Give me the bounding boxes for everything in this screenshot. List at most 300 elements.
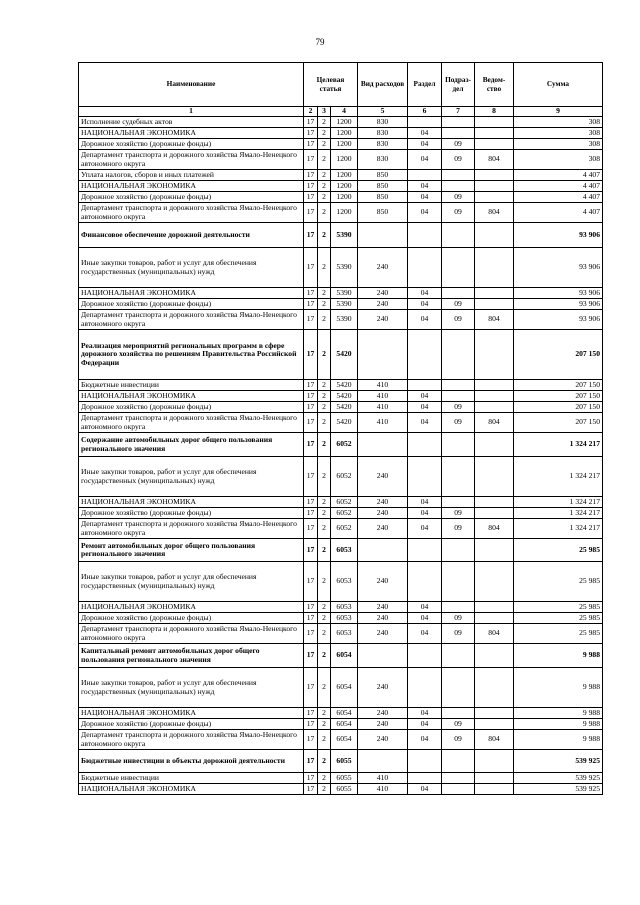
cell-target-article-part3: 5390 <box>331 288 358 299</box>
cell-target-article-part1: 17 <box>304 719 318 730</box>
cell-section: 04 <box>408 402 442 413</box>
cell-section: 04 <box>408 413 442 433</box>
cell-target-article-part1: 17 <box>304 192 318 203</box>
cell-target-article-part1: 17 <box>304 730 318 750</box>
cell-department <box>475 539 514 562</box>
cell-target-article-part2: 2 <box>318 773 331 784</box>
cell-section: 04 <box>408 613 442 624</box>
cell-subsection: 09 <box>442 519 475 539</box>
cell-section: 04 <box>408 139 442 150</box>
cell-amount: 1 324 217 <box>514 457 603 497</box>
cell-name: Иные закупки товаров, работ и услуг для обеспечения государственных (муниципальных) нужд <box>79 248 304 288</box>
cell-section: 04 <box>408 730 442 750</box>
table-row <box>79 223 603 248</box>
cell-target-article-part3: 1200 <box>331 139 358 150</box>
cell-amount: 93 906 <box>514 288 603 299</box>
cell-amount: 308 <box>514 117 603 128</box>
cell-amount: 1 324 217 <box>514 433 603 457</box>
cell-target-article-part3: 5390 <box>331 248 358 288</box>
cell-subsection <box>442 433 475 457</box>
budget-table <box>78 62 603 795</box>
cell-subsection: 09 <box>442 192 475 203</box>
cell-target-article-part3: 6054 <box>331 719 358 730</box>
cell-expense-type: 850 <box>358 181 408 192</box>
cell-section: 04 <box>408 624 442 644</box>
header-target-article: Целевая статья <box>304 63 358 107</box>
cell-expense-type: 410 <box>358 413 408 433</box>
cell-target-article-part3: 6054 <box>331 644 358 668</box>
column-number: 3 <box>318 107 331 117</box>
cell-target-article-part3: 6054 <box>331 668 358 708</box>
cell-target-article-part1: 17 <box>304 539 318 562</box>
cell-amount: 207 150 <box>514 330 603 380</box>
column-number-row <box>79 107 603 117</box>
cell-subsection: 09 <box>442 719 475 730</box>
cell-amount: 1 324 217 <box>514 508 603 519</box>
cell-target-article-part1: 17 <box>304 508 318 519</box>
cell-target-article-part3: 1200 <box>331 203 358 223</box>
cell-section: 04 <box>408 708 442 719</box>
cell-subsection <box>442 750 475 773</box>
cell-amount: 25 985 <box>514 562 603 602</box>
table-row <box>79 562 603 602</box>
cell-section: 04 <box>408 299 442 310</box>
cell-subsection <box>442 223 475 248</box>
cell-target-article-part1: 17 <box>304 128 318 139</box>
cell-section <box>408 117 442 128</box>
cell-department: 804 <box>475 413 514 433</box>
cell-target-article-part3: 1200 <box>331 192 358 203</box>
cell-subsection: 09 <box>442 402 475 413</box>
cell-name: Департамент транспорта и дорожного хозяйства Ямало-Ненецкого автономного округа <box>79 310 304 330</box>
cell-target-article-part1: 17 <box>304 330 318 380</box>
cell-section: 04 <box>408 203 442 223</box>
cell-name: НАЦИОНАЛЬНАЯ ЭКОНОМИКА <box>79 497 304 508</box>
cell-name: Департамент транспорта и дорожного хозяйства Ямало-Ненецкого автономного округа <box>79 150 304 170</box>
cell-section <box>408 562 442 602</box>
header-subsection: Подраз-дел <box>442 63 475 107</box>
cell-name: НАЦИОНАЛЬНАЯ ЭКОНОМИКА <box>79 128 304 139</box>
cell-subsection: 09 <box>442 413 475 433</box>
cell-target-article-part2: 2 <box>318 539 331 562</box>
cell-target-article-part1: 17 <box>304 433 318 457</box>
cell-expense-type: 240 <box>358 248 408 288</box>
cell-name: Содержание автомобильных дорог общего пользования регионального значения <box>79 433 304 457</box>
cell-expense-type: 240 <box>358 299 408 310</box>
cell-department: 804 <box>475 203 514 223</box>
cell-target-article-part2: 2 <box>318 730 331 750</box>
header-name: Наименование <box>79 63 304 107</box>
column-number: 6 <box>408 107 442 117</box>
cell-target-article-part2: 2 <box>318 128 331 139</box>
cell-target-article-part1: 17 <box>304 708 318 719</box>
cell-section <box>408 457 442 497</box>
cell-target-article-part1: 17 <box>304 181 318 192</box>
cell-target-article-part3: 6055 <box>331 784 358 795</box>
cell-subsection <box>442 457 475 497</box>
cell-target-article-part2: 2 <box>318 784 331 795</box>
cell-department <box>475 391 514 402</box>
cell-expense-type: 850 <box>358 203 408 223</box>
cell-amount: 1 324 217 <box>514 519 603 539</box>
table-row <box>79 668 603 708</box>
cell-department <box>475 402 514 413</box>
cell-expense-type: 850 <box>358 192 408 203</box>
cell-amount: 308 <box>514 150 603 170</box>
cell-name: НАЦИОНАЛЬНАЯ ЭКОНОМИКА <box>79 288 304 299</box>
table-row <box>79 644 603 668</box>
cell-target-article-part1: 17 <box>304 562 318 602</box>
cell-section: 04 <box>408 602 442 613</box>
cell-name: НАЦИОНАЛЬНАЯ ЭКОНОМИКА <box>79 784 304 795</box>
cell-expense-type <box>358 539 408 562</box>
cell-subsection: 09 <box>442 730 475 750</box>
cell-expense-type: 410 <box>358 402 408 413</box>
cell-target-article-part2: 2 <box>318 380 331 391</box>
cell-name: Ремонт автомобильных дорог общего пользования регионального значения <box>79 539 304 562</box>
cell-amount: 9 988 <box>514 644 603 668</box>
cell-section: 04 <box>408 128 442 139</box>
cell-amount: 4 407 <box>514 170 603 181</box>
table-row <box>79 750 603 773</box>
table-row <box>79 330 603 380</box>
cell-target-article-part2: 2 <box>318 668 331 708</box>
cell-amount: 93 906 <box>514 248 603 288</box>
cell-subsection: 09 <box>442 203 475 223</box>
header-row <box>79 63 603 107</box>
cell-section: 04 <box>408 310 442 330</box>
cell-amount: 539 925 <box>514 750 603 773</box>
cell-department <box>475 750 514 773</box>
cell-department <box>475 562 514 602</box>
cell-expense-type: 410 <box>358 784 408 795</box>
cell-target-article-part2: 2 <box>318 181 331 192</box>
cell-department <box>475 613 514 624</box>
cell-section: 04 <box>408 288 442 299</box>
cell-subsection: 09 <box>442 508 475 519</box>
cell-subsection: 09 <box>442 150 475 170</box>
cell-name: Капитальный ремонт автомобильных дорог общего пользования регионального значения <box>79 644 304 668</box>
cell-department <box>475 433 514 457</box>
cell-department <box>475 128 514 139</box>
cell-target-article-part3: 1200 <box>331 170 358 181</box>
cell-subsection <box>442 644 475 668</box>
cell-name: Иные закупки товаров, работ и услуг для обеспечения государственных (муниципальных) нужд <box>79 562 304 602</box>
cell-name: Дорожное хозяйство (дорожные фонды) <box>79 299 304 310</box>
cell-department <box>475 248 514 288</box>
cell-name: Реализация мероприятий региональных программ в сфере дорожного хозяйства по решениям Правительства Российской Федерации <box>79 330 304 380</box>
table-row <box>79 170 603 181</box>
table-row <box>79 719 603 730</box>
cell-name: Иные закупки товаров, работ и услуг для обеспечения государственных (муниципальных) нужд <box>79 668 304 708</box>
cell-target-article-part2: 2 <box>318 497 331 508</box>
table-row <box>79 192 603 203</box>
cell-department: 804 <box>475 150 514 170</box>
cell-name: Дорожное хозяйство (дорожные фонды) <box>79 402 304 413</box>
cell-target-article-part3: 6055 <box>331 773 358 784</box>
cell-target-article-part1: 17 <box>304 602 318 613</box>
cell-target-article-part3: 6052 <box>331 433 358 457</box>
cell-expense-type: 830 <box>358 150 408 170</box>
cell-target-article-part1: 17 <box>304 299 318 310</box>
table-row <box>79 310 603 330</box>
cell-name: НАЦИОНАЛЬНАЯ ЭКОНОМИКА <box>79 391 304 402</box>
cell-target-article-part2: 2 <box>318 150 331 170</box>
cell-department <box>475 299 514 310</box>
cell-name: Уплата налогов, сборов и иных платежей <box>79 170 304 181</box>
table-row <box>79 181 603 192</box>
table-row <box>79 457 603 497</box>
cell-section <box>408 223 442 248</box>
cell-target-article-part1: 17 <box>304 248 318 288</box>
cell-expense-type: 240 <box>358 457 408 497</box>
table-row <box>79 128 603 139</box>
cell-target-article-part3: 5390 <box>331 299 358 310</box>
cell-amount: 4 407 <box>514 181 603 192</box>
cell-name: Иные закупки товаров, работ и услуг для обеспечения государственных (муниципальных) нужд <box>79 457 304 497</box>
cell-department <box>475 288 514 299</box>
cell-target-article-part3: 5420 <box>331 330 358 380</box>
cell-subsection: 09 <box>442 624 475 644</box>
cell-name: Департамент транспорта и дорожного хозяйства Ямало-Ненецкого автономного округа <box>79 519 304 539</box>
cell-expense-type: 410 <box>358 391 408 402</box>
cell-target-article-part3: 6052 <box>331 519 358 539</box>
cell-name: Бюджетные инвестиции в объекты дорожной деятельности <box>79 750 304 773</box>
table-row <box>79 413 603 433</box>
table-row <box>79 288 603 299</box>
cell-department <box>475 497 514 508</box>
cell-target-article-part1: 17 <box>304 668 318 708</box>
cell-name: Бюджетные инвестиции <box>79 380 304 391</box>
table-row <box>79 624 603 644</box>
cell-target-article-part2: 2 <box>318 330 331 380</box>
table-row <box>79 150 603 170</box>
cell-department <box>475 380 514 391</box>
cell-name: Исполнение судебных актов <box>79 117 304 128</box>
cell-name: Дорожное хозяйство (дорожные фонды) <box>79 719 304 730</box>
cell-amount: 308 <box>514 128 603 139</box>
table-row <box>79 248 603 288</box>
cell-expense-type: 830 <box>358 117 408 128</box>
cell-amount: 9 988 <box>514 730 603 750</box>
cell-subsection <box>442 668 475 708</box>
cell-expense-type: 240 <box>358 719 408 730</box>
cell-name: НАЦИОНАЛЬНАЯ ЭКОНОМИКА <box>79 181 304 192</box>
cell-target-article-part1: 17 <box>304 117 318 128</box>
cell-name: НАЦИОНАЛЬНАЯ ЭКОНОМИКА <box>79 602 304 613</box>
cell-amount: 4 407 <box>514 192 603 203</box>
cell-target-article-part2: 2 <box>318 139 331 150</box>
cell-target-article-part2: 2 <box>318 433 331 457</box>
cell-target-article-part2: 2 <box>318 170 331 181</box>
cell-target-article-part2: 2 <box>318 248 331 288</box>
cell-subsection: 09 <box>442 299 475 310</box>
cell-expense-type: 830 <box>358 128 408 139</box>
table-row <box>79 299 603 310</box>
cell-subsection <box>442 391 475 402</box>
table-body <box>79 117 603 795</box>
cell-name: Дорожное хозяйство (дорожные фонды) <box>79 613 304 624</box>
cell-target-article-part3: 6054 <box>331 730 358 750</box>
cell-department <box>475 117 514 128</box>
cell-department <box>475 457 514 497</box>
cell-name: Дорожное хозяйство (дорожные фонды) <box>79 508 304 519</box>
table-row <box>79 203 603 223</box>
cell-target-article-part3: 6052 <box>331 497 358 508</box>
cell-target-article-part2: 2 <box>318 117 331 128</box>
cell-expense-type: 240 <box>358 497 408 508</box>
cell-department <box>475 192 514 203</box>
cell-target-article-part2: 2 <box>318 708 331 719</box>
cell-target-article-part1: 17 <box>304 519 318 539</box>
cell-amount: 25 985 <box>514 624 603 644</box>
cell-department <box>475 508 514 519</box>
cell-department <box>475 719 514 730</box>
column-number: 1 <box>79 107 304 117</box>
cell-section <box>408 380 442 391</box>
cell-amount: 207 150 <box>514 402 603 413</box>
cell-department: 804 <box>475 519 514 539</box>
cell-target-article-part1: 17 <box>304 150 318 170</box>
cell-expense-type: 240 <box>358 730 408 750</box>
cell-amount: 4 407 <box>514 203 603 223</box>
cell-section: 04 <box>408 719 442 730</box>
cell-amount: 25 985 <box>514 539 603 562</box>
cell-name: Департамент транспорта и дорожного хозяйства Ямало-Ненецкого автономного округа <box>79 203 304 223</box>
cell-expense-type <box>358 644 408 668</box>
column-number: 9 <box>514 107 603 117</box>
cell-section: 04 <box>408 391 442 402</box>
cell-subsection <box>442 288 475 299</box>
cell-subsection <box>442 497 475 508</box>
table-row <box>79 380 603 391</box>
cell-section: 04 <box>408 150 442 170</box>
column-number: 2 <box>304 107 318 117</box>
header-amount: Сумма <box>514 63 603 107</box>
cell-target-article-part1: 17 <box>304 288 318 299</box>
cell-section <box>408 539 442 562</box>
cell-target-article-part2: 2 <box>318 719 331 730</box>
cell-department <box>475 644 514 668</box>
cell-department <box>475 668 514 708</box>
cell-target-article-part2: 2 <box>318 457 331 497</box>
cell-target-article-part3: 6053 <box>331 562 358 602</box>
cell-expense-type: 240 <box>358 519 408 539</box>
cell-subsection <box>442 773 475 784</box>
cell-target-article-part1: 17 <box>304 391 318 402</box>
cell-department <box>475 223 514 248</box>
cell-subsection <box>442 602 475 613</box>
cell-section <box>408 330 442 380</box>
column-number: 8 <box>475 107 514 117</box>
cell-expense-type: 240 <box>358 613 408 624</box>
cell-target-article-part3: 6053 <box>331 602 358 613</box>
cell-amount: 93 906 <box>514 310 603 330</box>
cell-department <box>475 330 514 380</box>
cell-expense-type: 240 <box>358 288 408 299</box>
column-number: 5 <box>358 107 408 117</box>
cell-department <box>475 784 514 795</box>
cell-target-article-part1: 17 <box>304 203 318 223</box>
cell-section <box>408 773 442 784</box>
cell-amount: 93 906 <box>514 299 603 310</box>
cell-target-article-part2: 2 <box>318 223 331 248</box>
cell-target-article-part1: 17 <box>304 457 318 497</box>
cell-target-article-part3: 6053 <box>331 613 358 624</box>
cell-target-article-part2: 2 <box>318 562 331 602</box>
cell-name: Бюджетные инвестиции <box>79 773 304 784</box>
cell-subsection <box>442 117 475 128</box>
cell-amount: 207 150 <box>514 380 603 391</box>
column-number: 4 <box>331 107 358 117</box>
header-expense-type: Вид расходов <box>358 63 408 107</box>
cell-subsection <box>442 539 475 562</box>
cell-target-article-part1: 17 <box>304 402 318 413</box>
cell-subsection <box>442 248 475 288</box>
cell-expense-type: 240 <box>358 562 408 602</box>
cell-target-article-part3: 5420 <box>331 413 358 433</box>
cell-amount: 539 925 <box>514 784 603 795</box>
column-number: 7 <box>442 107 475 117</box>
table-row <box>79 508 603 519</box>
header-department: Ведом-ство <box>475 63 514 107</box>
cell-target-article-part3: 6055 <box>331 750 358 773</box>
cell-target-article-part2: 2 <box>318 413 331 433</box>
cell-amount: 539 925 <box>514 773 603 784</box>
table-row <box>79 402 603 413</box>
cell-subsection <box>442 170 475 181</box>
cell-target-article-part1: 17 <box>304 310 318 330</box>
cell-expense-type <box>358 223 408 248</box>
cell-expense-type: 850 <box>358 170 408 181</box>
cell-target-article-part1: 17 <box>304 784 318 795</box>
cell-target-article-part1: 17 <box>304 139 318 150</box>
cell-target-article-part1: 17 <box>304 750 318 773</box>
cell-subsection: 09 <box>442 310 475 330</box>
cell-target-article-part2: 2 <box>318 613 331 624</box>
cell-amount: 1 324 217 <box>514 497 603 508</box>
cell-target-article-part3: 5420 <box>331 402 358 413</box>
cell-target-article-part3: 6054 <box>331 708 358 719</box>
cell-department <box>475 708 514 719</box>
cell-target-article-part3: 1200 <box>331 128 358 139</box>
cell-amount: 9 988 <box>514 719 603 730</box>
cell-target-article-part2: 2 <box>318 391 331 402</box>
cell-name: НАЦИОНАЛЬНАЯ ЭКОНОМИКА <box>79 708 304 719</box>
cell-expense-type <box>358 433 408 457</box>
cell-target-article-part1: 17 <box>304 624 318 644</box>
header-section: Раздел <box>408 63 442 107</box>
cell-subsection <box>442 784 475 795</box>
cell-name: Департамент транспорта и дорожного хозяйства Ямало-Ненецкого автономного округа <box>79 413 304 433</box>
cell-amount: 207 150 <box>514 413 603 433</box>
table-row <box>79 602 603 613</box>
cell-section: 04 <box>408 784 442 795</box>
cell-target-article-part2: 2 <box>318 508 331 519</box>
cell-expense-type <box>358 750 408 773</box>
cell-name: Дорожное хозяйство (дорожные фонды) <box>79 139 304 150</box>
cell-amount: 207 150 <box>514 391 603 402</box>
cell-target-article-part1: 17 <box>304 613 318 624</box>
cell-target-article-part2: 2 <box>318 310 331 330</box>
cell-target-article-part2: 2 <box>318 519 331 539</box>
cell-section <box>408 644 442 668</box>
cell-target-article-part3: 6052 <box>331 457 358 497</box>
cell-target-article-part3: 1200 <box>331 181 358 192</box>
cell-name: Финансовое обеспечение дорожной деятельности <box>79 223 304 248</box>
table-row <box>79 773 603 784</box>
cell-amount: 25 985 <box>514 613 603 624</box>
